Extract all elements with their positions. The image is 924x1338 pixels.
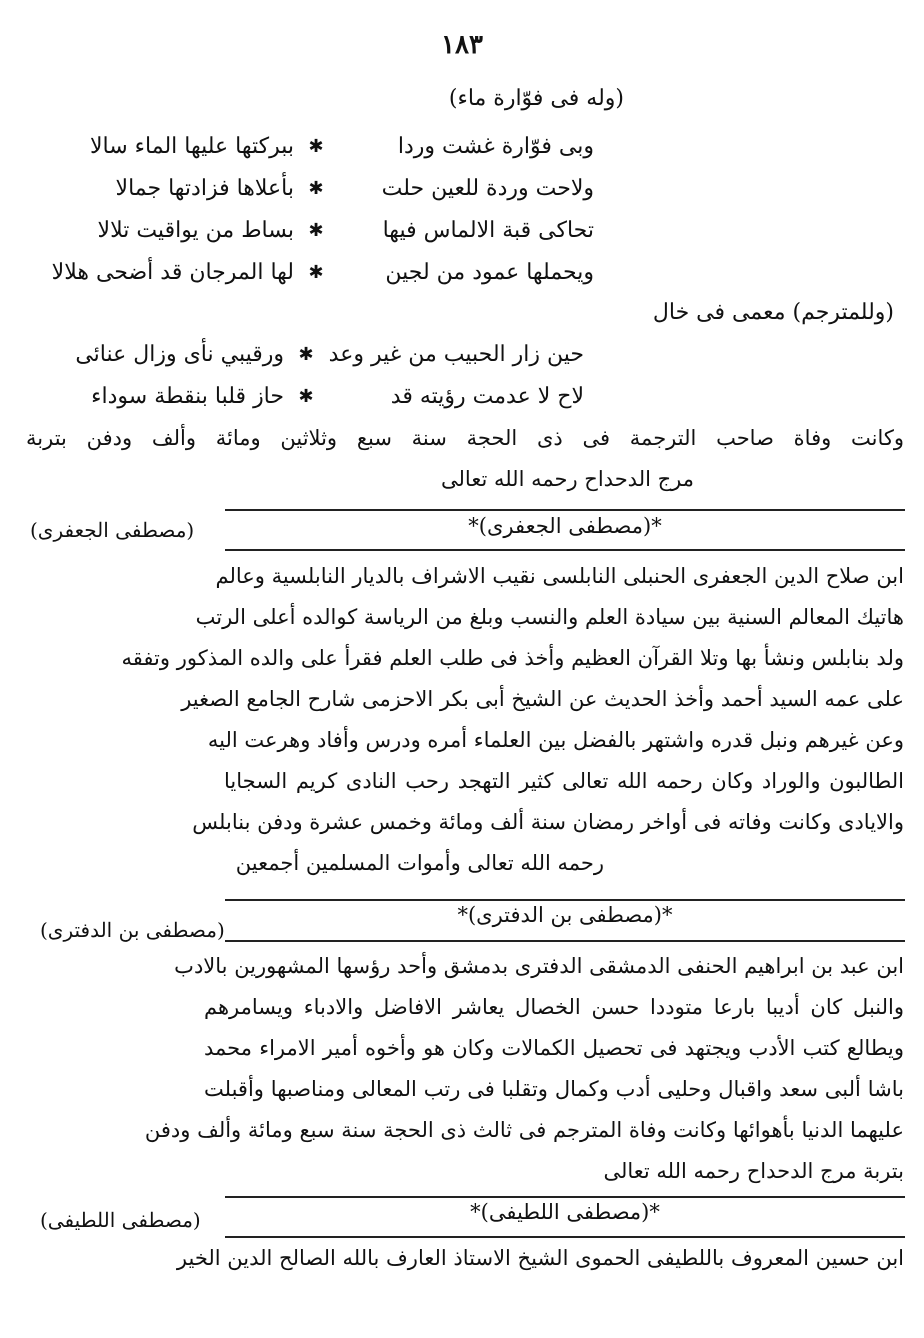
text-line: عليهما الدنيا بأهوائها وكانت وفاة المترجم فى ثالث ذى الحجة سنة سبع ومائة وألف ودفن [144, 1118, 904, 1142]
verse-hemistich-first: تحاكى قبة الالماس فيها [382, 218, 594, 243]
verse-hemistich-first: وبى فوّارة غشت وردا [397, 134, 594, 159]
divider [225, 1196, 905, 1198]
verse-hemistich-second: حاز قلبا بنقطة سوداء [91, 384, 284, 409]
text-line: والايادى وكانت وفاته فى أواخر رمضان سنة ألف ومائة وخمس عشرة ودفن بنابلس [192, 810, 904, 834]
entry-body [144, 946, 904, 1192]
poem-heading: (وله فى فوّارة ماء) [448, 86, 624, 111]
entry-title: *(مصطفى الجعفرى)* [468, 514, 662, 538]
margin-note: (مصطفى اللطيفى) [40, 1208, 201, 1232]
text-line: على عمه السيد أحمد وأخذ الحديث عن الشيخ أبى بكر الاحزمى شارح الجامع الصغير [181, 687, 904, 711]
text-line: والنبل كان أديبا بارعا متوددا حسن الخصال يعاشر الافاضل والادباء ويسامرهم [204, 995, 904, 1019]
text-line: باشا ألبى سعد واقبال وحليى أدب وكمال وتقلبا فى رتب المعالى ومناصبها وأقبلت [204, 1077, 904, 1101]
text-line: ابن عبد بن ابراهيم الحنفى الدمشقى الدفترى بدمشق وأحد رؤسها المشهورين بالادب [174, 954, 904, 978]
entry-body [176, 1238, 904, 1279]
star-separator-icon: ✱ [308, 220, 324, 241]
verse-line [4, 374, 584, 420]
divider [225, 509, 905, 511]
verse-hemistich-first: لاح لا عدمت رؤيته قد [390, 384, 584, 409]
verse-hemistich-second: بساط من يواقيت تلالا [97, 218, 294, 243]
verse-hemistich-second: بأعلاها فزادتها جمالا [115, 176, 294, 201]
closing-paragraph [26, 418, 904, 500]
text-line: رحمه الله تعالى وأموات المسلمين أجمعين [235, 851, 604, 875]
verse-line [14, 124, 594, 170]
entry-title: *(مصطفى اللطيفى)* [470, 1200, 660, 1224]
text-line: ولد بنابلس ونشأ بها وتلا القرآن العظيم وأخذ فى طلب العلم فقرأ على والده المذكور وتفقه [121, 646, 904, 670]
star-separator-icon: ✱ [308, 178, 324, 199]
text-line: ويطالع كتب الأدب ويجتهد فى تحصيل الكمالات وكان هو وأخوه أمير الامراء محمد [204, 1036, 904, 1060]
verse-line [14, 208, 594, 254]
verse-hemistich-second: ببركتها عليها الماء سالا [90, 134, 294, 159]
verse-line [14, 250, 594, 296]
verse-line [4, 332, 584, 378]
verse-hemistich-second: ورقيبي نأى وزال عنائى [75, 342, 284, 367]
star-separator-icon: ✱ [308, 262, 324, 283]
margin-note: (مصطفى بن الدفترى) [40, 918, 225, 942]
verse-hemistich-first: ولاحت وردة للعين حلت [381, 176, 594, 201]
star-separator-icon: ✱ [298, 344, 314, 365]
entry-body [121, 556, 904, 884]
riddle-heading: (وللمترجم) معمى فى خال [652, 300, 894, 325]
text-line: وعن غيرهم ونبل قدره واشتهر بالفضل بين العلماء أمره ودرس وأفاد وهرعت اليه [207, 728, 904, 752]
verse-line [14, 166, 594, 212]
verse-hemistich-second: لها المرجان قد أضحى هلالا [51, 260, 294, 285]
verse-hemistich-first: حين زار الحبيب من غير وعد [328, 342, 584, 367]
divider [225, 549, 905, 551]
entry-title: *(مصطفى بن الدفترى)* [457, 903, 673, 927]
verse-hemistich-first: ويحملها عمود من لجين [385, 260, 594, 285]
text-line: وكانت وفاة صاحب الترجمة فى ذى الحجة سنة سبع وثلاثين ومائة وألف ودفن بتربة [26, 426, 904, 450]
text-line: بتربة مرج الدحداح رحمه الله تعالى [603, 1159, 904, 1183]
star-separator-icon: ✱ [308, 136, 324, 157]
text-line: مرج الدحداح رحمه الله تعالى [441, 467, 694, 491]
star-separator-icon: ✱ [298, 386, 314, 407]
text-line: ابن صلاح الدين الجعفرى الحنبلى النابلسى نقيب الاشراف بالديار النابلسية وعالم [215, 564, 904, 588]
divider [225, 940, 905, 942]
text-line: الطالبون والوراد وكان رحمه الله تعالى كثير التهجد رحب النادى كريم السجايا [224, 769, 904, 793]
text-line: ابن حسين المعروف باللطيفى الحموى الشيخ الاستاذ العارف بالله الصالح الدين الخير [176, 1246, 904, 1270]
margin-note: (مصطفى الجعفرى) [30, 518, 195, 542]
text-line: هاتيك المعالم السنية بين سيادة العلم والنسب وبلغ من الرياسة كوالده أعلى الرتب [195, 605, 904, 629]
divider [225, 899, 905, 901]
page-number: ١٨٣ [441, 30, 483, 60]
